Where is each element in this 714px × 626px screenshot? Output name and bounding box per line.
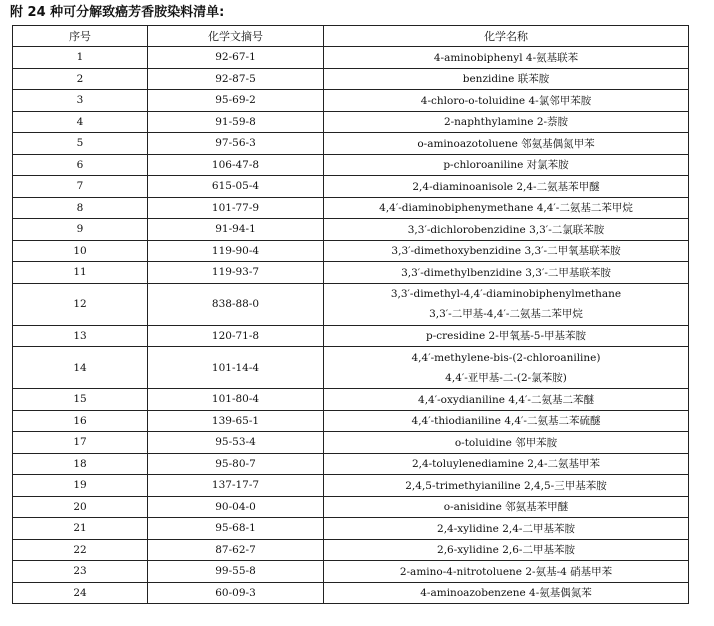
chemical-name-cell: [324, 154, 689, 176]
cas-number-cell: 95-69-2: [148, 90, 324, 112]
serial-number-cell: 19: [13, 475, 148, 497]
cas-number-cell: 838-88-0: [148, 283, 324, 325]
chemical-name-line: 2,4-xylidine 2,4-二甲基苯胺: [437, 522, 575, 535]
page-title: 附 24 种可分解致癌芳香胺染料清单:: [10, 5, 225, 20]
cas-number-cell: 101-80-4: [148, 389, 324, 411]
chemical-name-cell: [324, 219, 689, 241]
table-row: [13, 219, 689, 241]
chemical-name-cell: [324, 176, 689, 198]
cas-number-cell: 139-65-1: [148, 410, 324, 432]
cas-number-cell: 120-71-8: [148, 325, 324, 347]
chemical-name-cell: [324, 453, 689, 475]
chemical-name-line: o-anisidine 邻氨基苯甲醚: [443, 501, 569, 514]
chemical-name-line: 4,4′-oxydianiline 4,4′-二氨基二苯醚: [418, 393, 594, 406]
chemical-name-line: 2-naphthylamine 2-萘胺: [443, 116, 569, 129]
serial-number-cell: 24: [13, 582, 148, 604]
table-row: [13, 262, 689, 284]
chemical-name-line: p-cresidine 2-甲氧基-5-甲基苯胺: [425, 330, 587, 343]
serial-number-cell: 20: [13, 496, 148, 518]
chemical-name-line: p-chloroaniline 对氯苯胺: [443, 159, 569, 172]
serial-number-cell: 6: [13, 154, 148, 176]
serial-number-cell: 7: [13, 176, 148, 198]
chemical-name-line: benzidine 联苯胺: [462, 73, 550, 86]
chemical-name-cell: [324, 432, 689, 454]
serial-number-cell: 5: [13, 133, 148, 155]
serial-number-cell: 18: [13, 453, 148, 475]
table-row: [13, 539, 689, 561]
chemical-name-cell: [324, 496, 689, 518]
cas-number-cell: 60-09-3: [148, 582, 324, 604]
cas-number-cell: 97-56-3: [148, 133, 324, 155]
chemical-name-cell: [324, 518, 689, 540]
chemical-name-line: 4,4′-亚甲基-二-(2-氯苯胺): [445, 371, 567, 384]
serial-number-cell: 10: [13, 240, 148, 262]
chemical-name-line: 2,4-toluylenediamine 2,4-二氨基甲苯: [411, 458, 601, 471]
table-row: [13, 90, 689, 112]
chemical-name-line: 2,6-xylidine 2,6-二甲基苯胺: [437, 544, 575, 557]
serial-number-cell: 17: [13, 432, 148, 454]
cas-number-cell: 91-59-8: [148, 111, 324, 133]
chemical-name-cell: [324, 240, 689, 262]
chemical-name-line: 2-amino-4-nitrotoluene 2-氨基-4 硝基甲苯: [399, 565, 613, 578]
table-row: [13, 410, 689, 432]
serial-number-cell: 22: [13, 539, 148, 561]
chemical-name-line: 3,3′-dimethyl-4,4′-diaminobiphenylmethane: [390, 288, 622, 300]
cas-number-cell: 101-77-9: [148, 197, 324, 219]
chemical-name-cell: [324, 262, 689, 284]
chemical-name-line: 3,3′-二甲基-4,4′-二氨基二苯甲烷: [429, 308, 583, 320]
table-row: [13, 111, 689, 133]
cas-number-cell: 92-67-1: [148, 47, 324, 69]
amine-table: [12, 25, 689, 604]
chemical-name-line: 2,4-diaminoanisole 2,4-二氨基苯甲醚: [412, 180, 600, 193]
cas-number-cell: 101-14-4: [148, 347, 324, 389]
chemical-name-cell: [324, 582, 689, 604]
chemical-name-cell: [324, 539, 689, 561]
chemical-name-line: 3,3′-dichlorobenzidine 3,3′-二氯联苯胺: [407, 223, 605, 236]
table-row: [13, 582, 689, 604]
chemical-name-line: 4-aminoazobenzene 4-氨基偶氮苯: [420, 587, 592, 600]
serial-number-cell: 1: [13, 47, 148, 69]
serial-number-cell: 2: [13, 68, 148, 90]
header-cas-number: 化学文摘号: [148, 26, 324, 47]
chemical-name-line: o-aminoazotoluene 邻氨基偶氮甲苯: [417, 137, 595, 150]
chemical-name-cell: [324, 347, 689, 389]
cas-number-cell: 90-04-0: [148, 496, 324, 518]
chemical-name-line: 3,3′-dimethylbenzidine 3,3′-二甲基联苯胺: [401, 266, 611, 279]
chemical-name-cell: [324, 111, 689, 133]
table-row: [13, 389, 689, 411]
table-row: [13, 561, 689, 583]
table-header-row: [13, 26, 689, 47]
chemical-name-cell: [324, 197, 689, 219]
cas-number-cell: 99-55-8: [148, 561, 324, 583]
table-body: [13, 47, 689, 604]
table-row: [13, 325, 689, 347]
serial-number-cell: 16: [13, 410, 148, 432]
table-row: [13, 518, 689, 540]
header-serial-number: 序号: [13, 26, 148, 47]
chemical-name-cell: [324, 68, 689, 90]
table-row: [13, 475, 689, 497]
cas-number-cell: 95-80-7: [148, 453, 324, 475]
cas-number-cell: 106-47-8: [148, 154, 324, 176]
table-row: [13, 240, 689, 262]
chemical-name-line: 4,4′-thiodianiline 4,4′-二氨基二苯硫醚: [411, 415, 601, 428]
serial-number-cell: 13: [13, 325, 148, 347]
chemical-name-cell: [324, 389, 689, 411]
chemical-name-cell: [324, 133, 689, 155]
chemical-name-cell: [324, 561, 689, 583]
serial-number-cell: 4: [13, 111, 148, 133]
chemical-name-cell: [324, 475, 689, 497]
serial-number-cell: 21: [13, 518, 148, 540]
serial-number-cell: 14: [13, 347, 148, 389]
chemical-name-line: 3,3′-dimethoxybenzidine 3,3′-二甲氧基联苯胺: [391, 245, 621, 258]
table-row: [13, 176, 689, 198]
serial-number-cell: 12: [13, 283, 148, 325]
table-row: [13, 453, 689, 475]
table-row: [13, 68, 689, 90]
table-row: [13, 47, 689, 69]
table-row: [13, 496, 689, 518]
table-row: [13, 133, 689, 155]
chemical-name-line: 4,4′-methylene-bis-(2-chloroaniline): [411, 351, 601, 364]
serial-number-cell: 11: [13, 262, 148, 284]
cas-number-cell: 137-17-7: [148, 475, 324, 497]
chemical-name-line: o-toluidine 邻甲苯胺: [454, 436, 558, 449]
serial-number-cell: 3: [13, 90, 148, 112]
cas-number-cell: 615-05-4: [148, 176, 324, 198]
cas-number-cell: 95-68-1: [148, 518, 324, 540]
chemical-name-line: 4,4′-diaminobiphenymethane 4,4′-二氨基二苯甲烷: [379, 202, 633, 215]
chemical-name-line: 2,4,5-trimethyianiline 2,4,5-三甲基苯胺: [405, 479, 607, 492]
cas-number-cell: 92-87-5: [148, 68, 324, 90]
header-chemical-name: 化学名称: [324, 26, 689, 47]
chemical-name-line: 4-aminobiphenyl 4-氨基联苯: [433, 51, 579, 64]
chemical-name-line: 4-chloro-o-toluidine 4-氯邻甲苯胺: [420, 94, 592, 107]
chemical-name-cell: [324, 47, 689, 69]
table-row: [13, 347, 689, 389]
table-row: [13, 154, 689, 176]
table-row: [13, 432, 689, 454]
chemical-name-cell: [324, 325, 689, 347]
serial-number-cell: 23: [13, 561, 148, 583]
chemical-name-cell: [324, 90, 689, 112]
chemical-name-cell: [324, 283, 689, 325]
cas-number-cell: 95-53-4: [148, 432, 324, 454]
cas-number-cell: 91-94-1: [148, 219, 324, 241]
serial-number-cell: 9: [13, 219, 148, 241]
cas-number-cell: 119-93-7: [148, 262, 324, 284]
serial-number-cell: 8: [13, 197, 148, 219]
cas-number-cell: 87-62-7: [148, 539, 324, 561]
chemical-name-cell: [324, 410, 689, 432]
table-row: [13, 197, 689, 219]
table-row: [13, 283, 689, 325]
serial-number-cell: 15: [13, 389, 148, 411]
cas-number-cell: 119-90-4: [148, 240, 324, 262]
